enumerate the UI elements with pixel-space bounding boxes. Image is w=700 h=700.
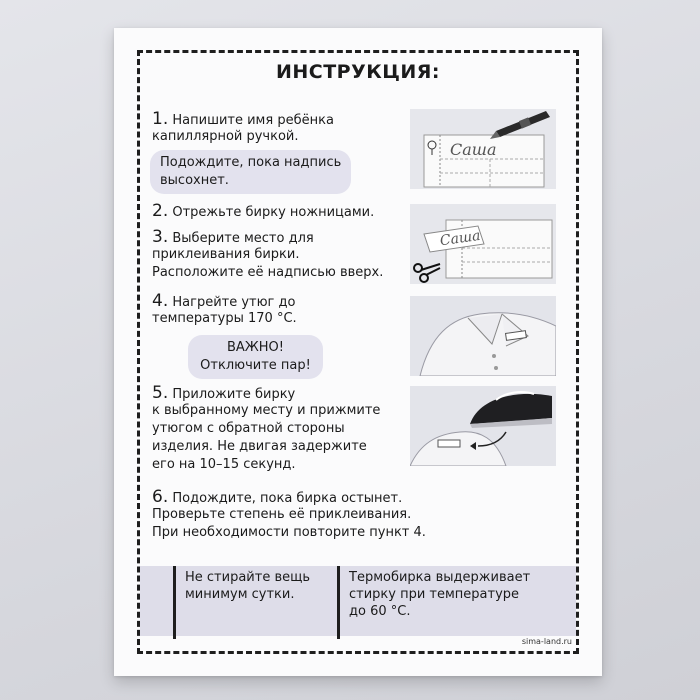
step-1-line-2: капиллярной ручкой. [152, 129, 299, 144]
shirt-icon [410, 296, 556, 376]
note-no-wash-line-2: минимум сутки. [185, 587, 295, 602]
wait-pill-line-1: Подождите, пока надпись [160, 155, 342, 170]
illustration-cut-tag [410, 204, 556, 284]
step-6-line-3: При необходимости повторите пункт 4. [152, 525, 426, 540]
scissors-icon [414, 264, 440, 282]
note-wash-temp [337, 566, 530, 639]
page-title: ИНСТРУКЦИЯ: [275, 61, 441, 83]
illustration-shirt [410, 296, 556, 376]
important-pill [188, 335, 323, 379]
notes-bar [140, 566, 576, 636]
illustration-write-name [410, 109, 556, 189]
step-3-line-2: приклеивания бирки. [152, 247, 300, 262]
tag-name-2: Саша [438, 227, 482, 250]
tag-name-1: Саша [450, 140, 497, 159]
note-no-wash [173, 566, 310, 639]
illustration-ironing [410, 386, 556, 466]
important-pill-line-1: ВАЖНО! [226, 340, 285, 355]
wait-pill [150, 150, 351, 194]
iron-icon [410, 386, 556, 466]
tag-writing-svg [410, 109, 556, 189]
important-pill-line-2: Отключите пар! [200, 358, 311, 373]
step-3-line-3: Расположите её надписью вверх. [152, 265, 384, 280]
step-4-line-1: 4. Нагрейте утюг до [152, 291, 296, 311]
note-wash-temp-line-2: стирку при температуре [349, 587, 520, 602]
step-1-line-1: 1. Напишите имя ребёнка [152, 109, 334, 129]
note-no-wash-line-1: Не стирайте вещь [185, 570, 311, 585]
step-5-line-3: утюгом с обратной стороны [152, 421, 345, 436]
step-6-line-2: Проверьте степень её приклеивания. [152, 507, 412, 522]
step-6-line-1: 6. Подождите, пока бирка остынет. [152, 487, 403, 507]
step-3-line-1: 3. Выберите место для [152, 227, 314, 247]
site-url: sima-land.ru [521, 637, 572, 646]
wait-pill-line-2: высохнет. [160, 173, 229, 188]
step-4-line-2: температуры 170 °C. [152, 311, 297, 326]
note-wash-temp-line-1: Термобирка выдерживает [349, 570, 531, 585]
note-wash-temp-line-3: до 60 °C. [349, 604, 411, 619]
step-2: 2. Отрежьте бирку ножницами. [152, 201, 375, 221]
tag-cutting-svg [410, 204, 556, 284]
step-5-line-1: 5. Приложите бирку [152, 383, 296, 403]
step-5-line-2: к выбранному месту и прижмите [152, 403, 381, 418]
step-5-line-4: изделия. Не двигая задержите [152, 439, 367, 454]
instruction-sheet [114, 28, 602, 676]
step-5-line-5: его на 10–15 секунд. [152, 457, 296, 472]
